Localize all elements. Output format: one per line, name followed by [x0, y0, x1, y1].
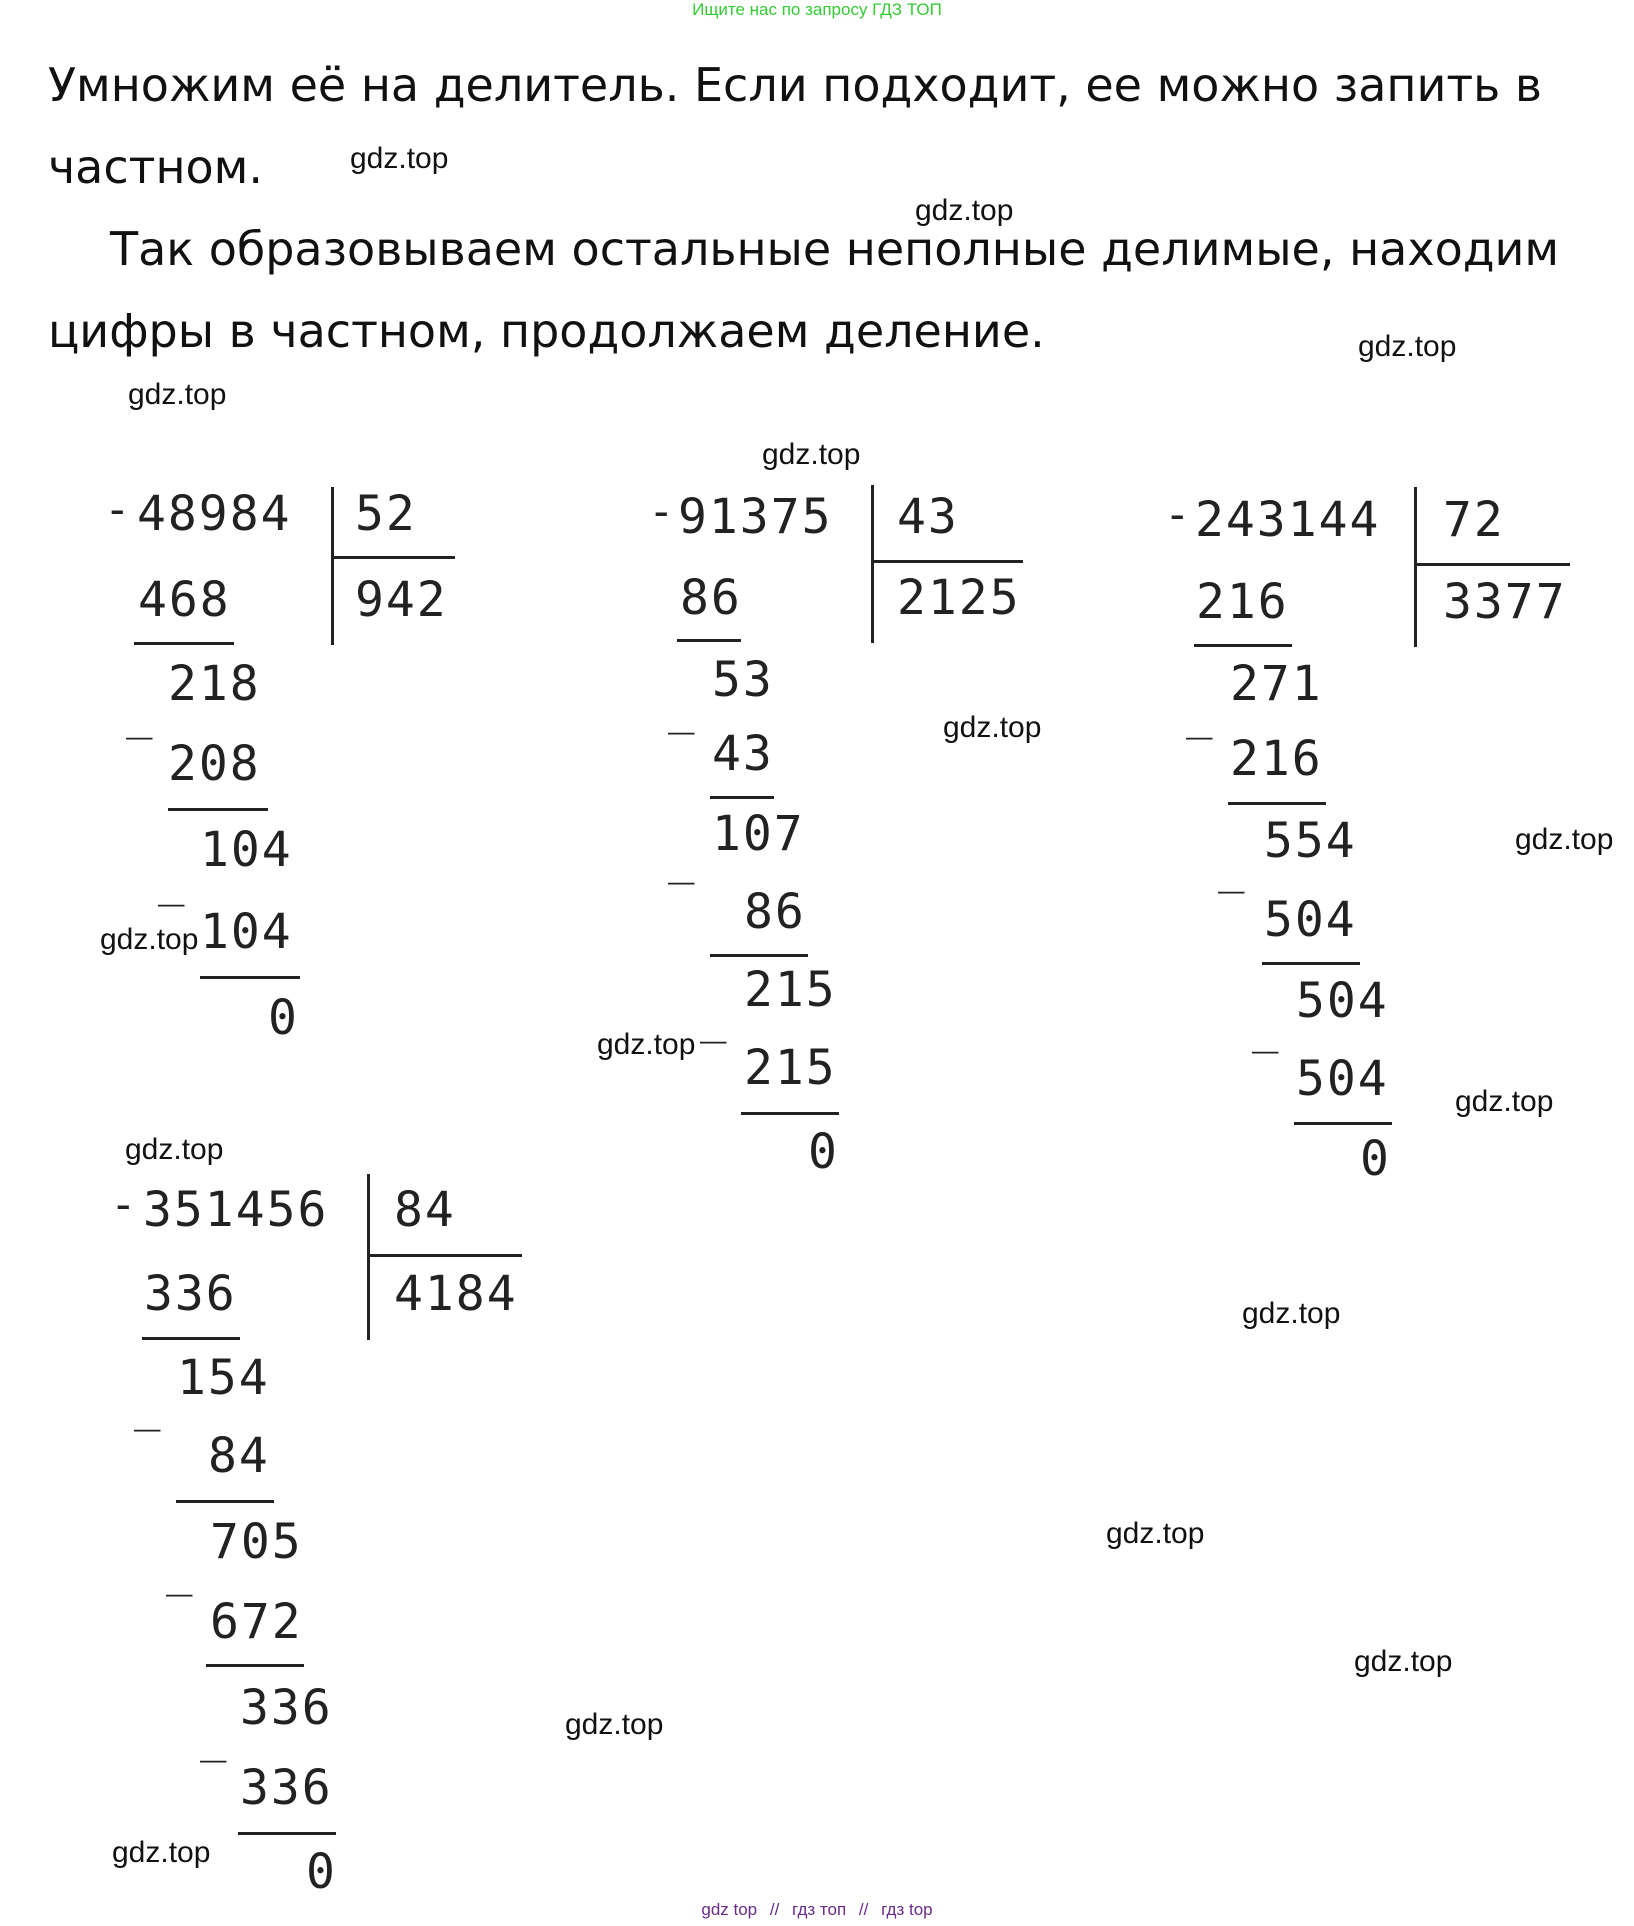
step-row: 154: [177, 1350, 270, 1406]
step-row: 336: [240, 1680, 333, 1736]
divisor: 72: [1443, 492, 1505, 548]
minus-sign: _: [1252, 1003, 1279, 1054]
quotient-line: [871, 560, 1023, 563]
dividend: 243144: [1195, 492, 1381, 548]
step-row: 215: [744, 962, 837, 1018]
footer-link[interactable]: гдз top: [881, 1900, 933, 1919]
minus-sign: _: [166, 1546, 193, 1597]
watermark: gdz.top: [125, 1133, 224, 1166]
step-row: 336: [144, 1266, 237, 1322]
step-row: 104: [200, 822, 293, 878]
footer-link[interactable]: гдз топ: [792, 1900, 847, 1919]
step-row: 43: [712, 726, 774, 782]
step-line: [206, 1664, 304, 1667]
quotient: 2125: [897, 570, 1021, 626]
watermark: gdz.top: [100, 923, 199, 956]
quotient: 942: [355, 572, 448, 628]
step-line: [741, 1112, 839, 1115]
watermark: gdz.top: [1515, 823, 1614, 856]
step-line: [1262, 962, 1360, 965]
step-row: 705: [210, 1514, 303, 1570]
dividend: 91375: [678, 489, 833, 545]
footer-separator: //: [769, 1900, 780, 1919]
divisor: 52: [355, 486, 417, 542]
minus-sign: _: [126, 689, 153, 740]
remainder: 0: [306, 1844, 337, 1900]
watermark: gdz.top: [565, 1708, 664, 1741]
minus-sign: _: [200, 1712, 227, 1763]
step-line: [176, 1500, 274, 1503]
step-line: [134, 642, 234, 645]
step-line: [142, 1337, 240, 1340]
watermark: gdz.top: [597, 1028, 696, 1061]
division-bar: [367, 1174, 370, 1340]
footer-separator: //: [858, 1900, 869, 1919]
paragraph-2: Так образовываем остальные неполные делимые, находим цифры в частном, продолжаем деление.: [48, 222, 1560, 358]
watermark: gdz.top: [762, 438, 861, 471]
step-line: [1194, 644, 1292, 647]
step-row: 86: [680, 570, 742, 626]
divisor: 43: [897, 489, 959, 545]
step-line: [677, 639, 741, 642]
quotient: 3377: [1443, 574, 1567, 630]
paragraph-1: Умножим её на делитель. Если подходит, ее можно запить в частном.: [48, 58, 1542, 194]
watermark: gdz.top: [1354, 1645, 1453, 1678]
step-row: 107: [712, 806, 805, 862]
step-line: [168, 808, 268, 811]
watermark: gdz.top: [943, 711, 1042, 744]
minus-sign: -: [648, 486, 675, 537]
minus-sign: -: [110, 1179, 137, 1230]
step-line: [1228, 802, 1326, 805]
minus-sign: _: [700, 993, 727, 1044]
step-row: 468: [138, 572, 231, 628]
dividend: 351456: [143, 1182, 329, 1238]
step-line: [710, 796, 774, 799]
step-row: 504: [1264, 892, 1357, 948]
top-banner: Ищите нас по запросу ГДЗ ТОП: [692, 0, 942, 19]
minus-sign: _: [1186, 689, 1213, 740]
footer: [0, 1900, 1634, 1920]
quotient-line: [331, 556, 455, 559]
watermark: gdz.top: [1358, 330, 1457, 363]
step-row: 672: [210, 1594, 303, 1650]
quotient: 4184: [394, 1266, 518, 1322]
step-row: 53: [712, 652, 774, 708]
watermark: gdz.top: [1455, 1085, 1554, 1118]
step-row: 216: [1230, 731, 1323, 787]
divisor: 84: [394, 1182, 456, 1238]
remainder: 0: [268, 990, 299, 1046]
step-row: 504: [1296, 1051, 1389, 1107]
step-line: [710, 954, 808, 957]
step-row: 554: [1264, 813, 1357, 869]
step-row: 215: [744, 1040, 837, 1096]
step-row: 84: [208, 1428, 270, 1484]
watermark: gdz.top: [915, 194, 1014, 227]
division-bar: [331, 487, 334, 645]
step-row: 104: [200, 904, 293, 960]
remainder: 0: [1360, 1131, 1391, 1187]
minus-sign: -: [1164, 489, 1191, 540]
minus-sign: _: [158, 856, 185, 907]
step-row: 208: [168, 736, 261, 792]
minus-sign: -: [104, 484, 131, 535]
watermark: gdz.top: [112, 1836, 211, 1869]
minus-sign: _: [668, 684, 695, 735]
watermark: gdz.top: [350, 142, 449, 175]
quotient-line: [367, 1254, 522, 1257]
dividend: 48984: [137, 486, 292, 542]
division-bar: [1414, 487, 1417, 647]
step-line: [200, 976, 300, 979]
footer-link[interactable]: gdz top: [701, 1900, 758, 1919]
minus-sign: _: [668, 834, 695, 885]
watermark: gdz.top: [128, 378, 227, 411]
step-row: 218: [168, 656, 261, 712]
watermark: gdz.top: [1106, 1517, 1205, 1550]
step-row: 504: [1296, 973, 1389, 1029]
step-line: [238, 1832, 336, 1835]
minus-sign: _: [134, 1381, 161, 1432]
step-line: [1294, 1122, 1392, 1125]
remainder: 0: [808, 1124, 839, 1180]
watermark: gdz.top: [1242, 1297, 1341, 1330]
quotient-line: [1414, 563, 1570, 566]
step-row: 86: [744, 884, 806, 940]
step-row: 216: [1196, 574, 1289, 630]
step-row: 271: [1230, 656, 1323, 712]
minus-sign: _: [1218, 843, 1245, 894]
step-row: 336: [240, 1760, 333, 1816]
division-bar: [871, 485, 874, 643]
